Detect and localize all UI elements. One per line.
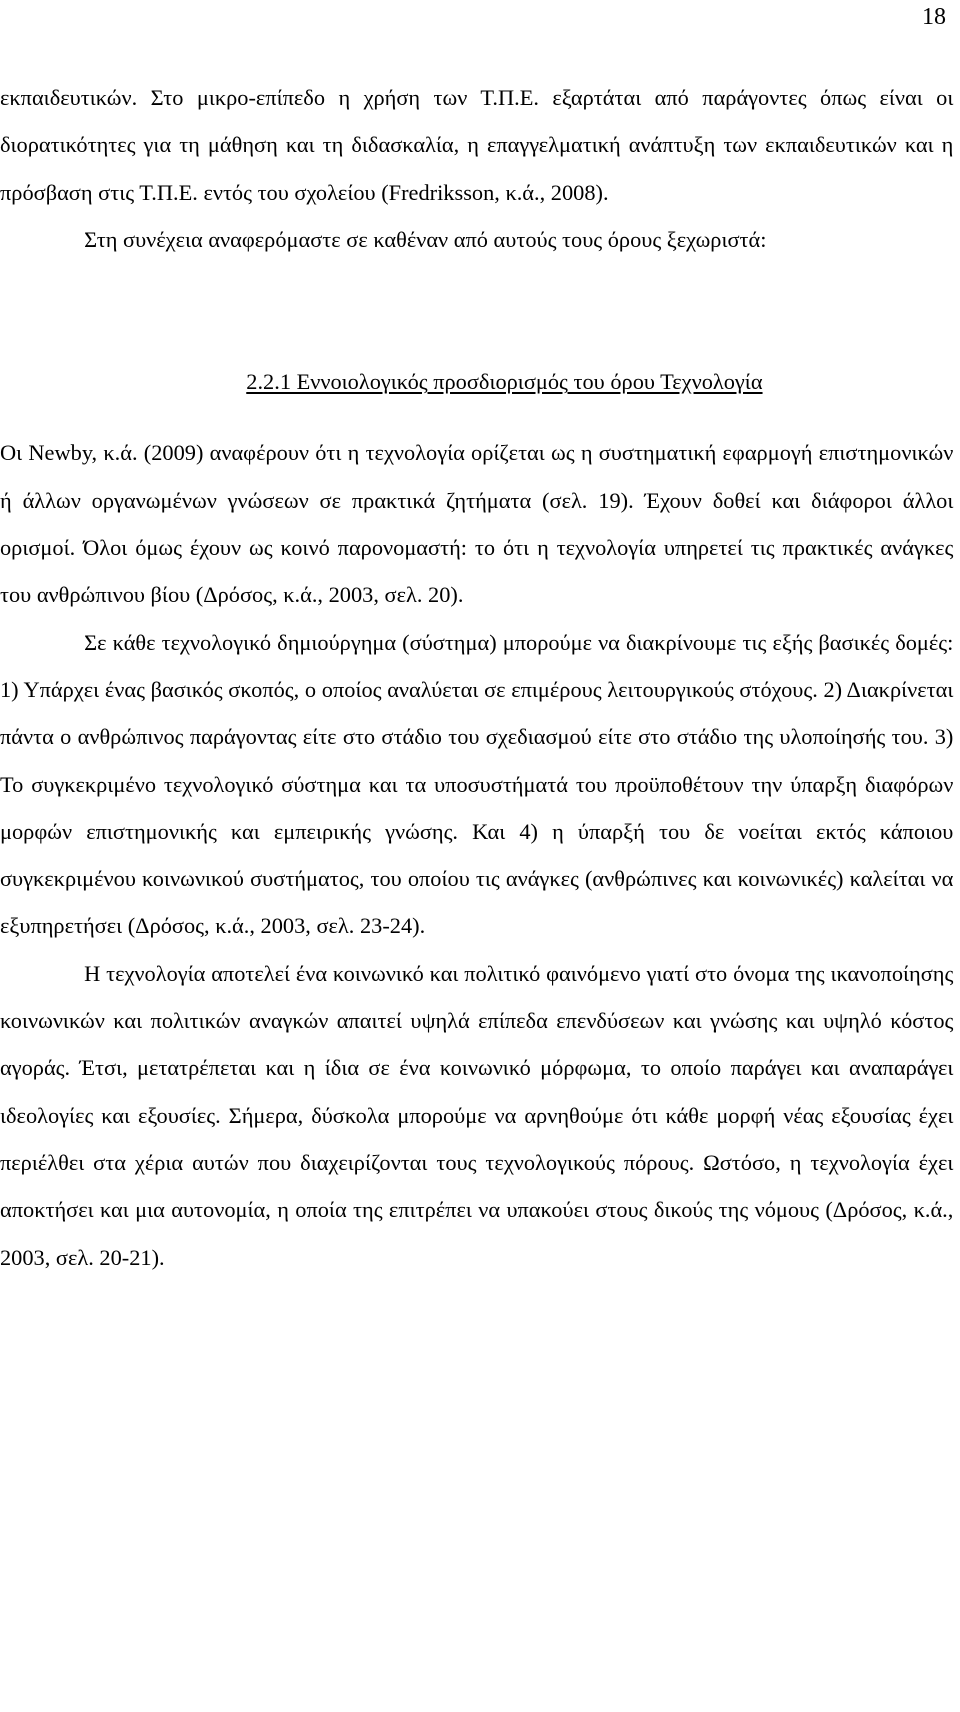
spacer xyxy=(0,405,953,429)
paragraph-definition: Οι Newby, κ.ά. (2009) αναφέρουν ότι η τεχνολογία ορίζεται ως η συστηματική εφαρμογή επιστημονικών ή άλλων οργανωμένων γνώσεων σε πρακτικά ζητήματα (σελ. 19). Έχουν δοθεί και διάφοροι άλλοι ορισμοί. Όλοι όμως έχουν ως κοινό παρονομαστή: το ότι η τεχνολογία υπηρετεί τις πρακτικές ανάγκες του ανθρώπινου βίου (Δρόσος, κ.ά., 2003, σελ. 20). xyxy=(0,440,954,608)
paragraph-intro: Στη συνέχεια αναφερόμαστε σε καθέναν από αυτούς τους όρους ξεχωριστά: xyxy=(84,226,767,252)
document-body xyxy=(0,74,953,1281)
paragraph-social-phenomenon: Η τεχνολογία αποτελεί ένα κοινωνικό και πολιτικό φαινόμενο γιατί στο όνομα της ικανοποίησης κοινωνικών και πολιτικών αναγκών απαιτεί υψηλά επίπεδα επενδύσεων και γνώσης και υψηλό κόστος αγοράς. Έτσι, μετατρέπεται και η ίδια σε ένα κοινωνικό μόρφωμα, το οποίο παράγει και αναπαράγει ιδεολογίες και εξουσίες. Σήμερα, δύσκολα μπορούμε να αρνηθούμε ότι κάθε μορφή νέας εξουσίας έχει περιέλθει στα χέρια αυτών που διαχειρίζονται τους τεχνολογικούς πόρους. Ωστόσο, η τεχνολογία έχει αποκτήσει και μια αυτονομία, η οποία της επιτρέπει να υπακούει στους δικούς της νόμους (Δρόσος, κ.ά., 2003, σελ. 20-21). xyxy=(0,960,954,1270)
paragraph-structures: Σε κάθε τεχνολογικό δημιούργημα (σύστημα) μπορούμε να διακρίνουμε τις εξής βασικές δομές: 1) Υπάρχει ένας βασικός σκοπός, ο οποίος αναλύεται σε επιμέρους λειτουργικούς στόχους. 2) Διακρίνεται πάντα ο ανθρώπινος παράγοντας είτε στο στάδιο του σχεδιασμού είτε στο στάδιο της υλοποίησής του. 3) Το συγκεκριμένο τεχνολογικό σύστημα και τα υποσυστήματά του προϋποθέτουν την ύπαρξη διαφόρων μορφών επιστημονικής και εμπειρικής γνώσης. Και 4) η ύπαρξή του δε νοείται εκτός κάποιου συγκεκριμένου κοινωνικού συστήματος, του οποίου τις ανάγκες (ανθρώπινες και κοινωνικές) καλείται να εξυπηρετήσει (Δρόσος, κ.ά., 2003, σελ. 23-24). xyxy=(0,629,954,939)
page-number: 18 xyxy=(922,4,946,30)
section-heading: 2.2.1 Εννοιολογικός προσδιορισμός του όρου Τεχνολογία xyxy=(246,369,763,395)
paragraph-continuation: εκπαιδευτικών. Στο μικρο-επίπεδο η χρήση των Τ.Π.Ε. εξαρτάται από παράγοντες όπως είναι οι διορατικότητες για τη μάθηση και τη διδασκαλία, η επαγγελματική ανάπτυξη των εκπαιδευτικών και η πρόσβαση στις Τ.Π.Ε. εντός του σχολείου (Fredriksson, κ.ά., 2008). xyxy=(0,85,954,205)
spacer xyxy=(0,263,953,358)
